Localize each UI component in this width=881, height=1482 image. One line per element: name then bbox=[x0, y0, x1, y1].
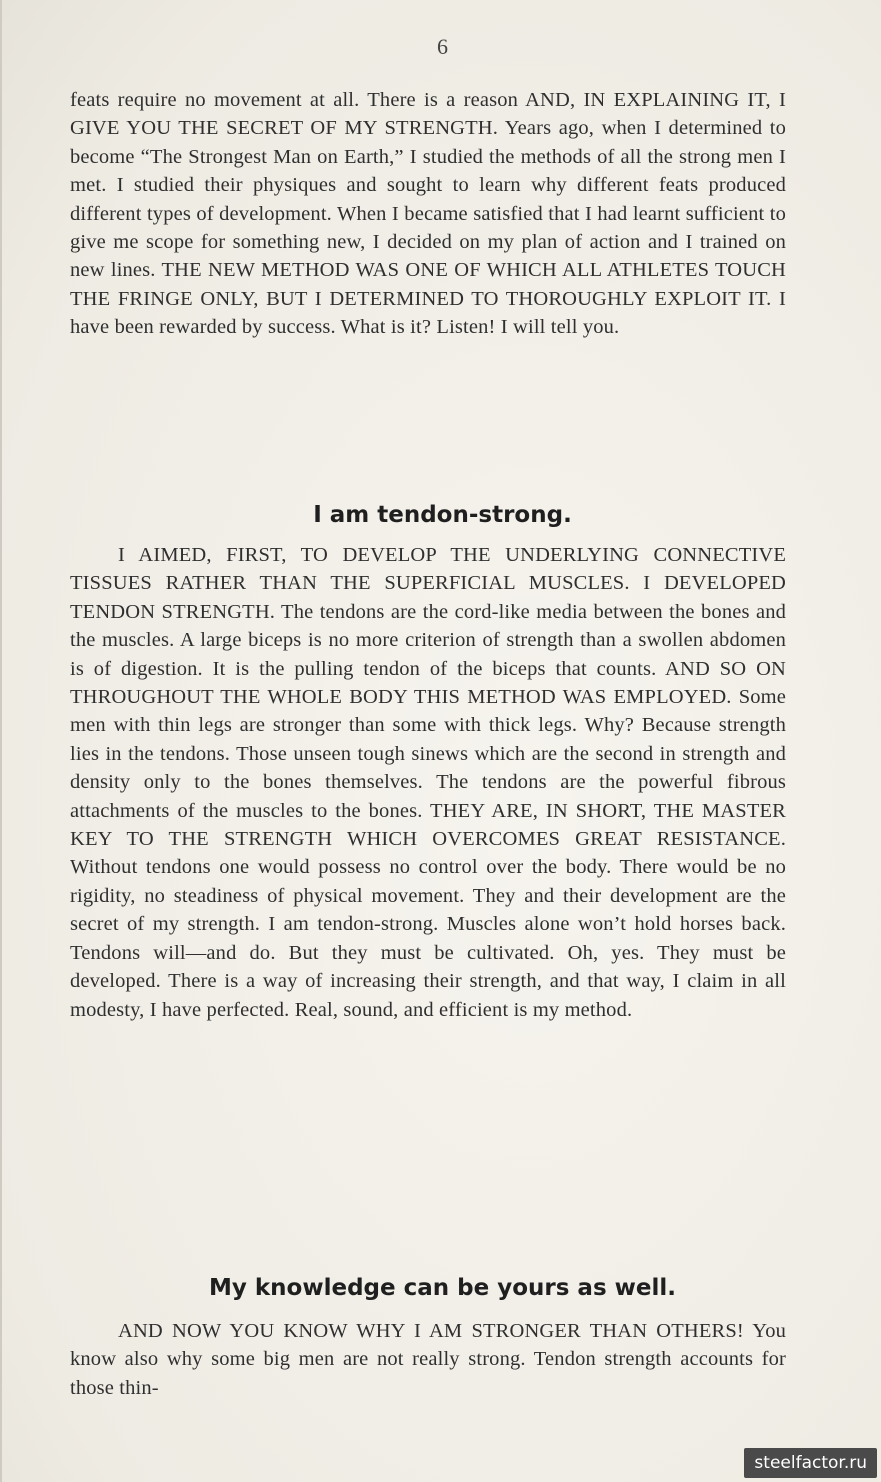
paragraph-text: I AIMED, FIRST, TO DEVELOP THE UNDERLYING CONNECTIVE TISSUES RATHER THAN THE SUPERFICIAL MUSCLES. I DEVELOPED TENDON STRENGTH. The tendons are the cord-like media between the bones and the muscles. A large biceps is no more criterion of strength than a swollen abdomen is of digestion. It is the pulling tendon of the biceps that counts. AND SO ON THROUGHOUT THE WHOLE BODY THIS METHOD WAS EMPLOYED. Some men with thin legs are stronger than some with thick legs. Why? Because strength lies in the tendons. Those unseen tough sinews which are the second in strength and density only to the bones themselves. The tendons are the powerful fibrous attachments of the muscles to the bones. THEY ARE, IN SHORT, THE MASTER KEY TO THE STRENGTH WHICH OVERCOMES GREAT RESISTANCE. Without tendons one would possess no control over the body. There would be no rigidity, no steadiness of physical movement. They and their development are the secret of my strength. I am tendon-strong. Muscles alone won’t hold horses back. Tendons will—and do. But they must be cultivated. Oh, yes. They must be developed. There is a way of increasing their strength, and that way, I claim in all modesty, I have perfected. Real, sound, and efficient is my method. bbox=[70, 544, 786, 1021]
section-heading-tendon-strong: I am tendon-strong. bbox=[313, 502, 572, 528]
paragraph-text: feats require no movement at all. There is a reason AND, IN EXPLAINING IT, I GIVE YOU THE SECRET OF MY STRENGTH. Years ago, when I determined to become “The Strongest Man on Earth,” I studied the methods of all the strong men I met. I studied their physiques and sought to learn why different feats produced different types of development. When I became satisfied that I had learnt sufficient to give me scope for something new, I decided on my plan of action and I trained on new lines. THE NEW METHOD WAS ONE OF WHICH ALL ATHLETES TOUCH THE FRINGE ONLY, BUT I DETERMINED TO THOROUGHLY EXPLOIT IT. I have been rewarded by success. What is it? Listen! I will tell you. bbox=[70, 89, 786, 339]
body-paragraph-1 bbox=[70, 86, 786, 342]
body-paragraph-3 bbox=[70, 1317, 786, 1402]
page-number: 6 bbox=[437, 34, 448, 59]
site-watermark: steelfactor.ru bbox=[744, 1448, 877, 1478]
body-paragraph-2 bbox=[70, 541, 786, 1024]
paragraph-text: AND NOW YOU KNOW WHY I AM STRONGER THAN OTHERS! You know also why some big men are not really strong. Tendon strength accounts for those thin- bbox=[70, 1320, 786, 1399]
section-heading-knowledge: My knowledge can be yours as well. bbox=[208, 1275, 676, 1301]
